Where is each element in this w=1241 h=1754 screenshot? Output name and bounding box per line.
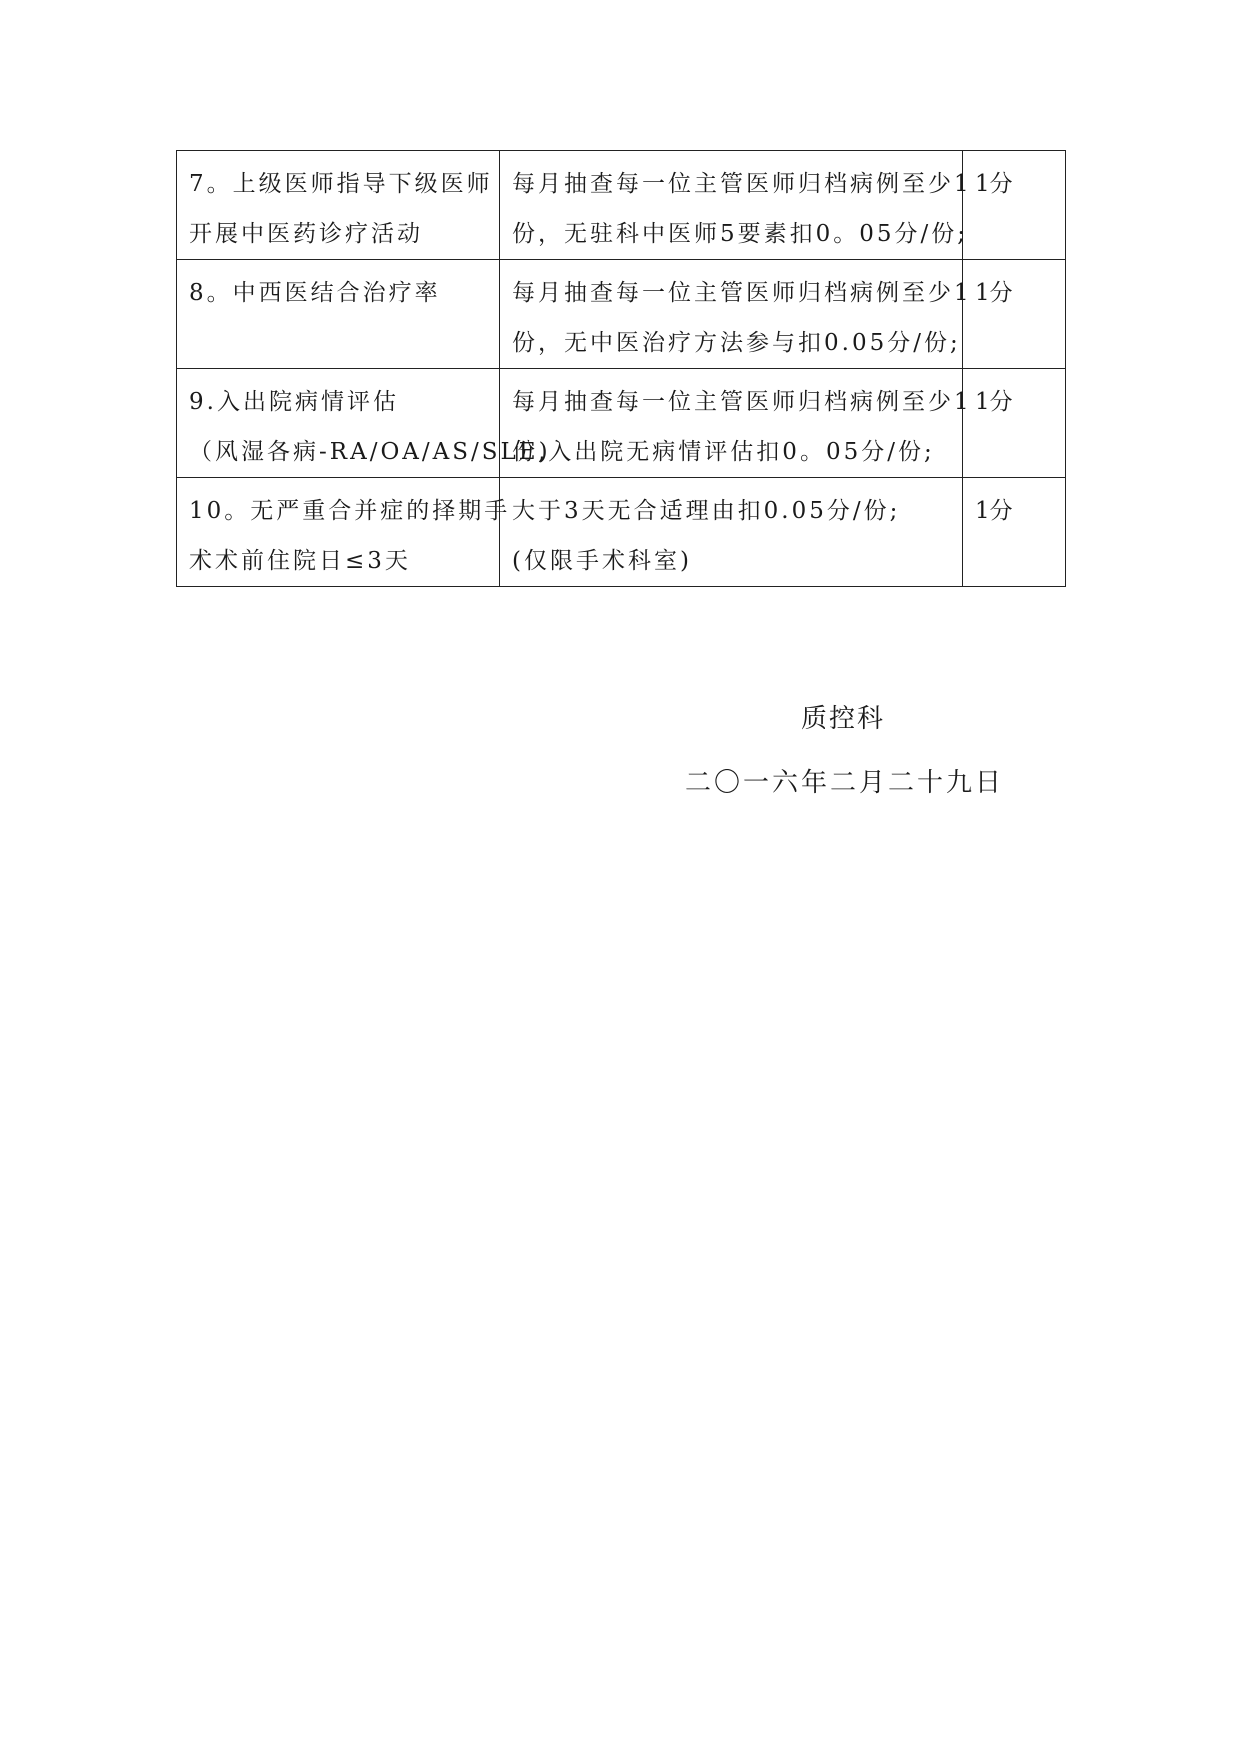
method-cell bbox=[500, 369, 972, 478]
method-line: 份，无驻科中医师5要素扣0。05分/份; bbox=[512, 221, 969, 247]
item-line: 开展中医药诊疗活动 bbox=[189, 221, 423, 247]
item-line: 术术前住院日≤3天 bbox=[189, 548, 411, 574]
signature-department: 质控科 bbox=[801, 704, 886, 734]
item-line: 9.入出院病情评估 bbox=[189, 389, 399, 415]
method-line: 份,入出院无病情评估扣0。05分/份; bbox=[512, 439, 935, 465]
item-cell bbox=[177, 369, 551, 478]
criteria-table bbox=[176, 150, 1066, 587]
method-line: 大于3天无合适理由扣0.05分/份; bbox=[512, 498, 901, 524]
method-cell bbox=[500, 151, 972, 260]
method-line: 每月抽查每一位主管医师归档病例至少1 bbox=[512, 171, 972, 197]
method-cell bbox=[500, 260, 972, 369]
table-row bbox=[177, 478, 1066, 587]
item-line: （风湿各病-RA/OA/AS/SLE) bbox=[189, 439, 551, 465]
method-line: 每月抽查每一位主管医师归档病例至少1 bbox=[512, 389, 972, 415]
method-line: (仅限手术科室) bbox=[512, 548, 692, 574]
item-cell bbox=[177, 260, 500, 369]
method-line: 份，无中医治疗方法参与扣0.05分/份; bbox=[512, 330, 961, 356]
method-cell bbox=[500, 478, 963, 587]
score-cell: 1分 bbox=[963, 260, 1066, 369]
item-cell bbox=[177, 151, 500, 260]
item-line: 10。无严重合并症的择期手 bbox=[189, 498, 511, 524]
method-line: 每月抽查每一位主管医师归档病例至少1 bbox=[512, 280, 972, 306]
table-row bbox=[177, 151, 1066, 260]
table-row bbox=[177, 369, 1066, 478]
score-cell: 1分 bbox=[963, 151, 1066, 260]
signature-date: 二〇一六年二月二十九日 bbox=[685, 768, 1005, 798]
item-line: 8。中西医结合治疗率 bbox=[189, 280, 441, 306]
score-cell: 1分 bbox=[963, 478, 1066, 587]
score-cell: 1分 bbox=[963, 369, 1066, 478]
item-cell bbox=[177, 478, 511, 587]
table-row bbox=[177, 260, 1066, 369]
item-line: 7。上级医师指导下级医师 bbox=[189, 171, 493, 197]
